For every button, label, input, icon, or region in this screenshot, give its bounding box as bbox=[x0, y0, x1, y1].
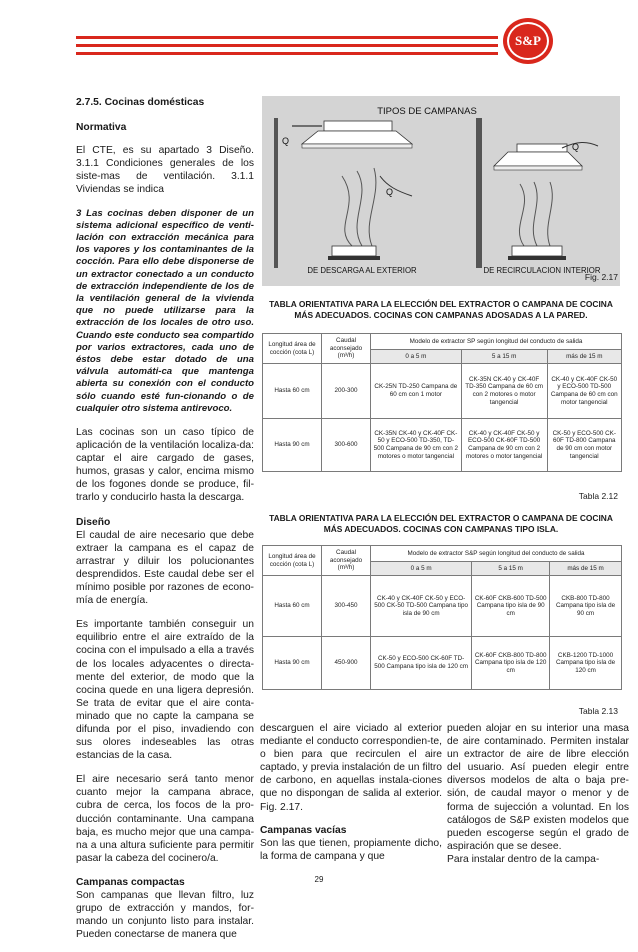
figure-title: TIPOS DE CAMPANAS bbox=[377, 106, 477, 117]
table1-caption: Tabla 2.12 bbox=[578, 491, 618, 501]
cell-model: CK-35N CK-40 y CK-40F CK-50 y ECO-500 TD-350, TD-500 Campana de 90 cm con 2 motores o motor tangencial bbox=[371, 419, 462, 472]
cell-model: CK-40 y CK-40F CK-50 y ECO-500 CK-60F TD-500 Campana de 90 cm con 2 motores o motor tangencial bbox=[461, 419, 547, 472]
heading-diseno: Diseño bbox=[76, 516, 111, 528]
flow-label-q: Q bbox=[282, 136, 290, 146]
paragraph: Las cocinas son un caso típico de aplicación de la ventilación localiza-da: captar el aire cargado de gases, humos, grasas y calor, encima mismo de los fogones donde se produce, fil-trarlo y conducirlo hasta la descarga. bbox=[76, 427, 254, 504]
cell-flow: 300-450 bbox=[322, 576, 371, 637]
header-caudal: Caudal aconsejado (m³/h) bbox=[322, 334, 371, 364]
header-rule-middle bbox=[76, 44, 498, 47]
cell-model: CK-50 y ECO-500 CK-60F TD-800 Campana de 90 cm con motor tangencial bbox=[547, 419, 621, 472]
left-column bbox=[76, 96, 254, 952]
cell-length: Hasta 60 cm bbox=[263, 576, 322, 637]
middle-column bbox=[260, 722, 442, 873]
header-range: 0 a 5 m bbox=[371, 350, 462, 364]
paragraph: Son las que tienen, propiamente dicho, la forma de campana y que bbox=[260, 837, 442, 862]
section-title: 2.7.5. Cocinas domésticas bbox=[76, 97, 205, 108]
cell-model: CK-25N TD-250 Campana de 60 cm con 1 motor bbox=[371, 364, 462, 419]
header-rule-top bbox=[76, 36, 498, 39]
kitchen-wall bbox=[476, 118, 482, 268]
flow-label-q: Q bbox=[572, 142, 580, 152]
cte-quote: 3 Las cocinas deben disponer de un sistema adicional específico de venti-lación con extracción mecánica para los vapores y los contaminantes de la cocción. Para ello debe disponerse de un extractor conectado a un conducto de extracción independiente de los de la ventilación general de la vivienda que no puede utilizarse para la extracción de los locales de otro uso. Cuando este conducto sea compartido por varios extractores, cada uno de éstos debe estar dotado de una válvula automáti-ca que mantenga abierta su conexión con el conducto sólo cuando esté fun-cionando o de cualquier otro sistema antirevoco. bbox=[76, 207, 254, 414]
header-longitud: Longitud área de cocción (cota L) bbox=[263, 546, 322, 576]
table-island-hoods bbox=[262, 545, 622, 690]
table-wall-hoods bbox=[262, 333, 622, 472]
table2-caption: Tabla 2.13 bbox=[578, 706, 618, 716]
paragraph: descarguen el aire viciado al exterior mediante el conducto correspondien-te, o bien para que recirculen el aire captado, y previa instalación de un filtro de carbono, en aquellas instala-ciones que no dispongan de salida al exterior. Fig. 2.17. bbox=[260, 723, 442, 813]
cell-length: Hasta 90 cm bbox=[263, 419, 322, 472]
table1-title: TABLA ORIENTATIVA PARA LA ELECCIÓN DEL EXTRACTOR O CAMPANA DE COCINA MÁS ADECUADOS. COCINAS CON CAMPANAS ADOSADAS A LA PARED. bbox=[269, 299, 613, 320]
heading-normativa: Normativa bbox=[76, 122, 127, 134]
label-recirculation: DE RECIRCULACION INTERIOR bbox=[483, 266, 601, 275]
header-range: más de 15 m bbox=[550, 562, 622, 576]
header-modelo: Modelo de extractor S&P según longitud del conducto de salida bbox=[371, 546, 622, 562]
heading-vacias: Campanas vacías bbox=[260, 824, 347, 836]
brand-logo-text: S&P bbox=[507, 22, 549, 60]
hood-illustration bbox=[262, 96, 620, 286]
cell-length: Hasta 60 cm bbox=[263, 364, 322, 419]
cell-model: CKB-1200 TD-1000 Campana tipo isla de 120 cm bbox=[550, 637, 622, 690]
paragraph: Para instalar dentro de la campa- bbox=[447, 853, 600, 865]
cell-flow: 300-600 bbox=[322, 419, 371, 472]
table2-title: TABLA ORIENTATIVA PARA LA ELECCIÓN DEL EXTRACTOR O CAMPANA DE COCINA MÁS ADECUADOS. COCINAS CON CAMPANAS TIPO ISLA. bbox=[269, 513, 613, 534]
page-number: 29 bbox=[314, 875, 324, 884]
paragraph: El aire necesario será tanto menor cuanto mejor la campana abrace, cubra de cerca, los focos de la pro-ducción contaminante. Una campana baja, es mucho mejor que una campa-na a una altura suficiente para permitir pasar la cabeza del cocinero/a. bbox=[76, 774, 254, 864]
cell-flow: 450-900 bbox=[322, 637, 371, 690]
header-rule-bottom bbox=[76, 52, 498, 55]
cell-model: CK-60F CKB-600 TD-500 Campana tipo isla de 90 cm bbox=[472, 576, 550, 637]
header-range: 0 a 5 m bbox=[371, 562, 472, 576]
paragraph: El caudal de aire necesario que debe extraer la campana es el capaz de arrastrar y diluir los polucionantes desprendidos. Este caudal debe ser el mínimo posible por razones de econo-mía de energía. bbox=[76, 529, 254, 607]
header-range: 5 a 15 m bbox=[461, 350, 547, 364]
right-column bbox=[447, 722, 629, 876]
flow-label-q: Q bbox=[386, 187, 394, 197]
cell-model: CK-50 y ECO-500 CK-60F TD-500 Campana tipo isla de 120 cm bbox=[371, 637, 472, 690]
header-longitud: Longitud área de cocción (cota L) bbox=[263, 334, 322, 364]
header-modelo: Modelo de extractor SP según longitud del conducto de salida bbox=[371, 334, 622, 350]
paragraph: Son campanas que llevan filtro, luz grupo de extracción y mandos, for-mando un conjunto listo para instalar. Pueden conectarse de manera que bbox=[76, 890, 254, 941]
cell-model: CKB-800 TD-800 Campana tipo isla de 90 cm bbox=[550, 576, 622, 637]
paragraph: Es importante también conseguir un equilibrio entre el aire extraído de la cocina con el impulsado a ella a través de los locales adyacentes o directa-mente del exterior, de modo que la cocina quede en una ligera depresión. Se trata de evitar que el aire conta-minado que no capte la campana se difunda por el piso, invadiendo con sus olores indeseables las otras estancias de la casa. bbox=[76, 619, 254, 762]
figure-caption: Fig. 2.17 bbox=[584, 272, 618, 282]
kitchen-wall-left bbox=[274, 118, 278, 268]
label-exhaust: DE DESCARGA AL EXTERIOR bbox=[307, 266, 417, 275]
cell-model: CK-40 y CK-40F CK-50 y ECO-500 CK-50 TD-500 Campana tipo isla de 90 cm bbox=[371, 576, 472, 637]
cell-flow: 200-300 bbox=[322, 364, 371, 419]
brand-logo bbox=[503, 18, 553, 64]
cell-model: CK-60F CKB-800 TD-800 Campana tipo isla de 120 cm bbox=[472, 637, 550, 690]
hood-types-figure bbox=[262, 96, 620, 286]
header-range: más de 15 m bbox=[547, 350, 621, 364]
paragraph: pueden alojar en su interior una masa de aire contaminado. Permiten instalar un extractor de aire de libre elección del usuario. Así pueden elegir entre diversos modelos de alta o baja pre-sión, de caudal mayor o menor y de forma de sujección a voluntad. En los catálogos de S&P existen modelos que pueden escogerse según el grado de aspiración que se desee. bbox=[447, 723, 629, 852]
header-caudal: Caudal aconsejado (m³/h) bbox=[322, 546, 371, 576]
paragraph: El CTE, es su apartado 3 Diseño. 3.1.1 Condiciones generales de los siste-mas de ventilación. 3.1.1 Viviendas se indica bbox=[76, 145, 254, 196]
header-range: 5 a 15 m bbox=[472, 562, 550, 576]
cell-model: CK-35N CK-40 y CK-40F TD-350 Campana de 60 cm con 2 motores o motor tangencial bbox=[461, 364, 547, 419]
heading-compactas: Campanas compactas bbox=[76, 876, 185, 888]
cell-model: CK-40 y CK-40F CK-50 y ECO-500 TD-500 Campana de 60 cm con motor tangencial bbox=[547, 364, 621, 419]
cell-length: Hasta 90 cm bbox=[263, 637, 322, 690]
